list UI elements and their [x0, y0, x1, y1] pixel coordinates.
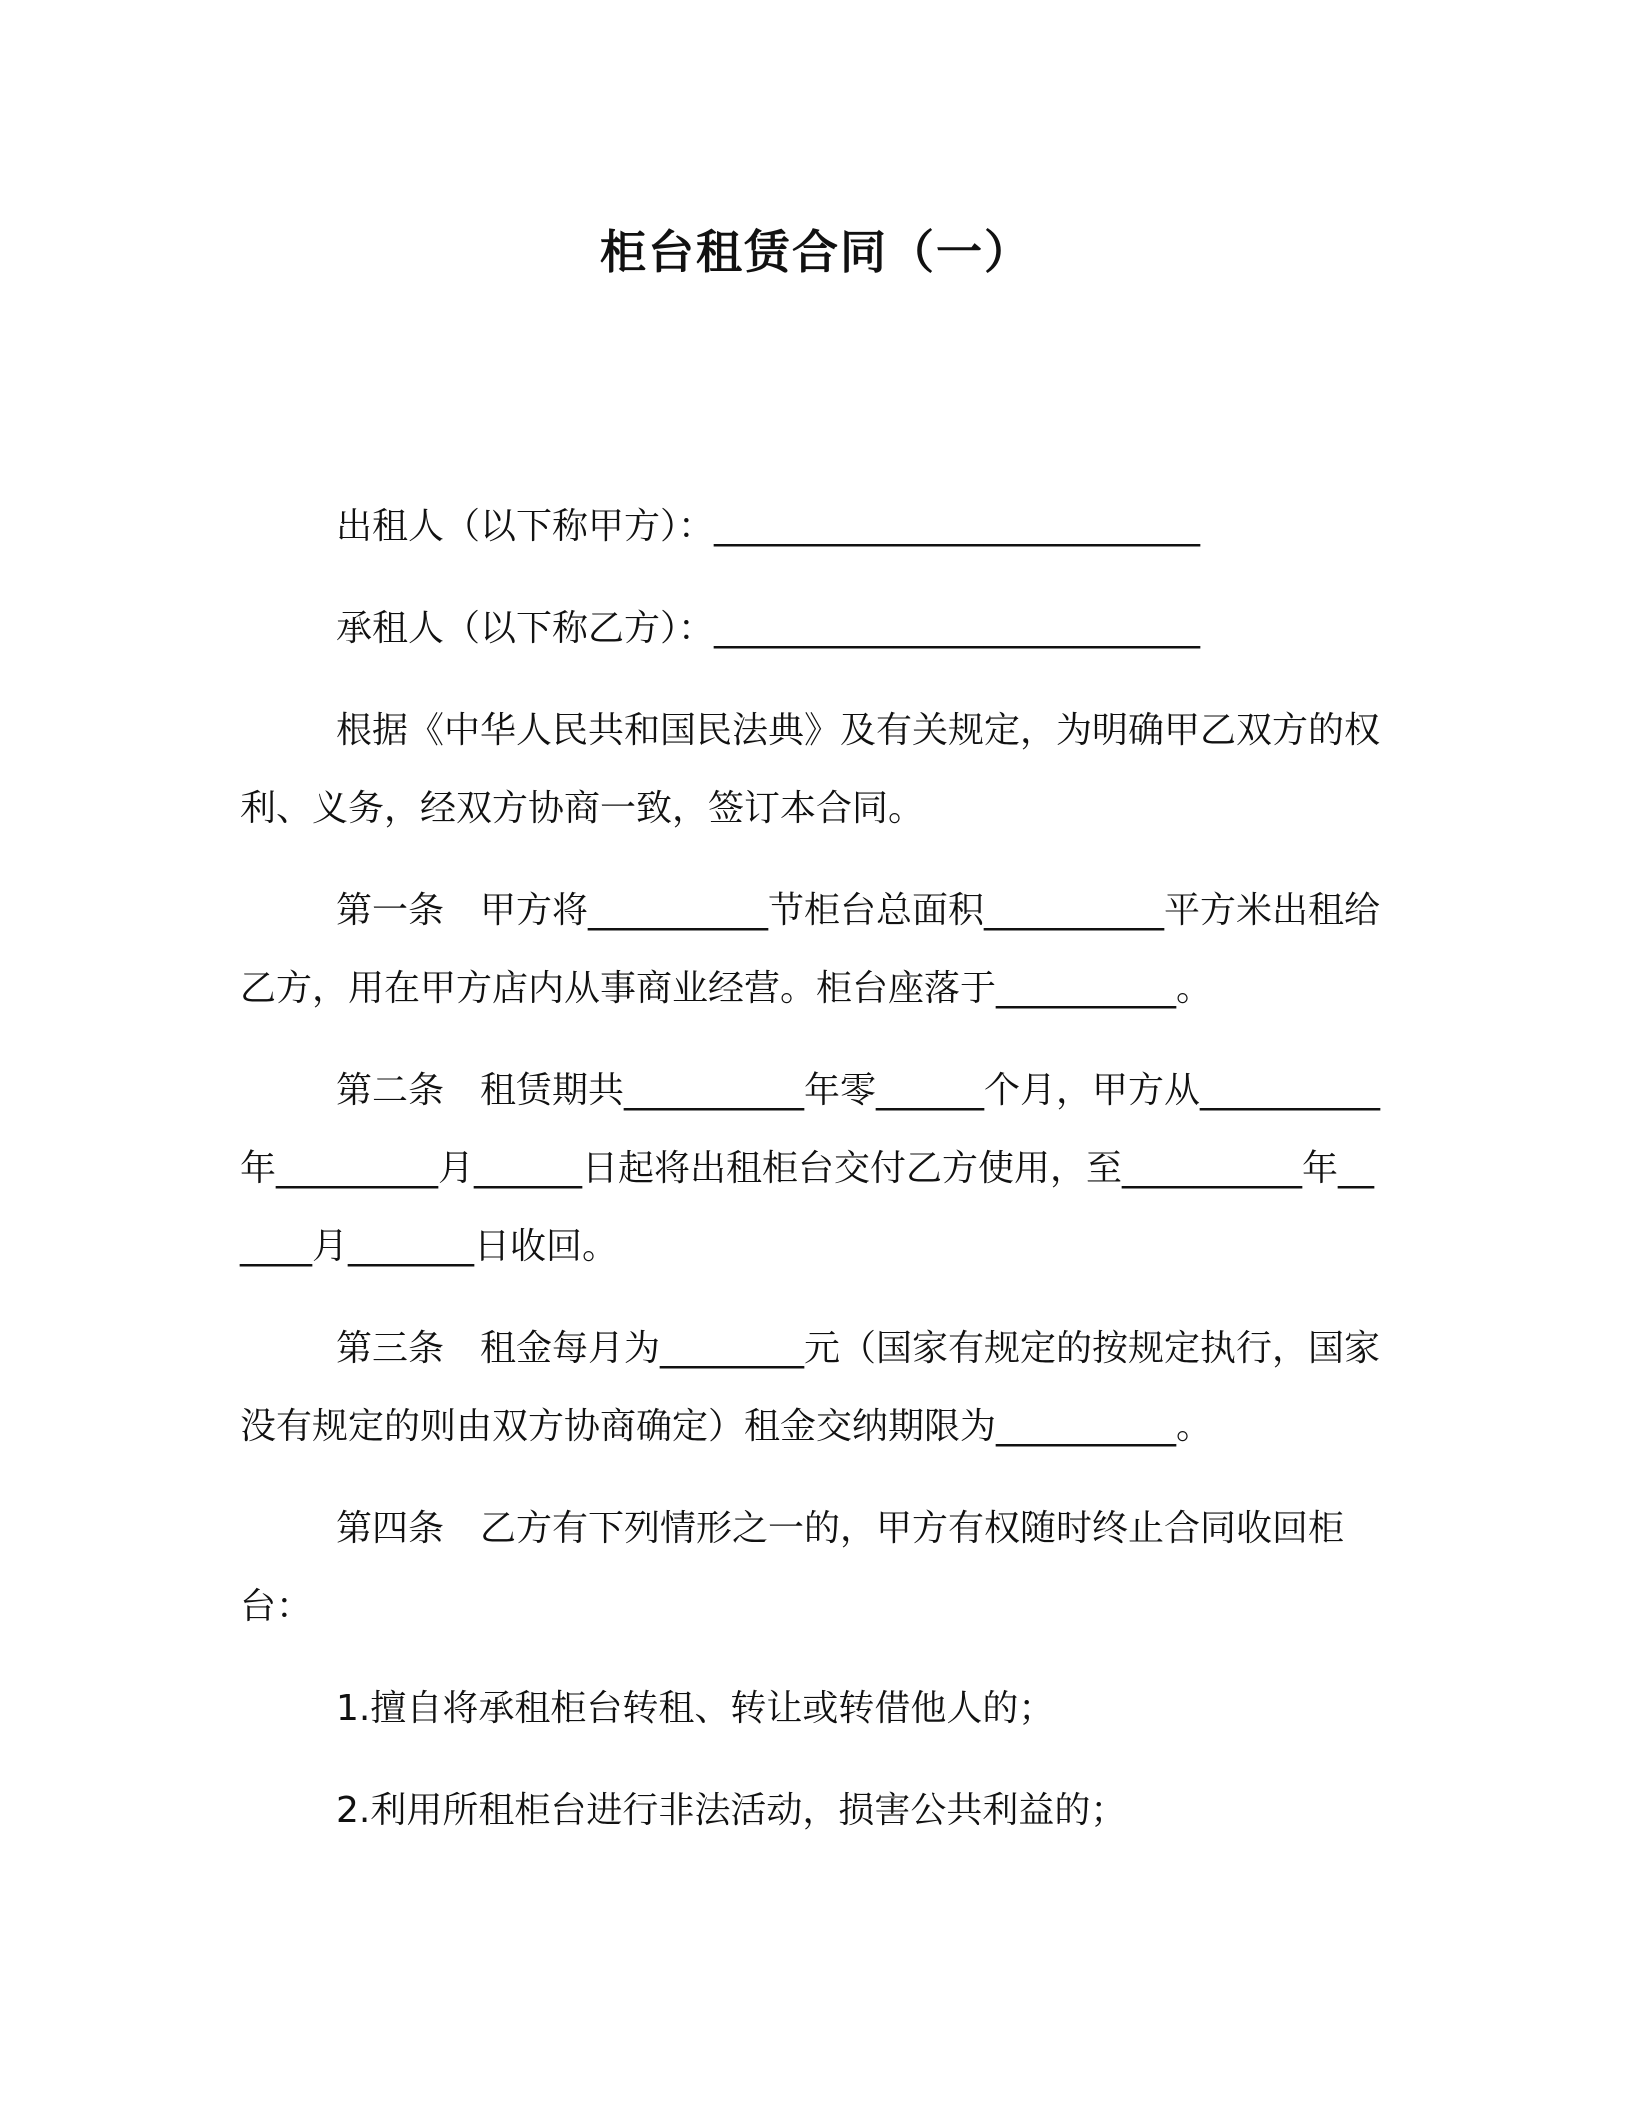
document-body — [240, 488, 1390, 1850]
lessee-line: 承租人（以下称乙方）：___________________________ — [336, 608, 1201, 649]
article-4: 第四条 乙方有下列情形之一的，甲方有权随时终止合同收回柜台： — [240, 1508, 1345, 1627]
article-2: 第二条 租赁期共__________年零______个月，甲方从__________年_________月______日起将出租柜台交付乙方使用，至__________年______月_______日收回。 — [240, 1070, 1381, 1267]
lessor-line: 出租人（以下称甲方）：___________________________ — [336, 506, 1201, 547]
preamble-paragraph: 根据《中华人民共和国民法典》及有关规定，为明确甲乙双方的权利、义务，经双方协商一致，签订本合同。 — [240, 710, 1381, 829]
article-4-item-1: 1.擅自将承租柜台转租、转让或转借他人的； — [336, 1688, 1055, 1729]
document-title: 柜台租赁合同（一） — [600, 225, 1032, 279]
article-4-item-2: 2.利用所租柜台进行非法活动，损害公共利益的； — [336, 1790, 1127, 1831]
article-1: 第一条 甲方将__________节柜台总面积__________平方米出租给乙方，用在甲方店内从事商业经营。柜台座落于__________。 — [240, 890, 1381, 1009]
article-3: 第三条 租金每月为________元（国家有规定的按规定执行，国家没有规定的则由双方协商确定）租金交纳期限为__________。 — [240, 1328, 1381, 1447]
